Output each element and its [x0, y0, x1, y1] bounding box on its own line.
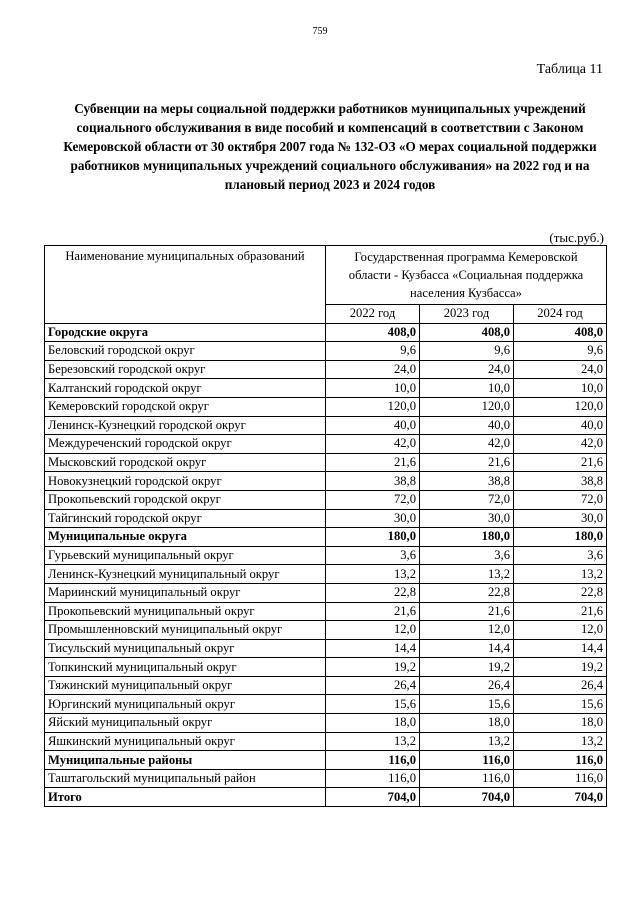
value-2023-cell: 30,0 [420, 509, 514, 528]
value-2023-cell: 14,4 [420, 639, 514, 658]
value-2022-cell: 38,8 [326, 472, 420, 491]
value-2023-cell: 13,2 [420, 565, 514, 584]
value-2022-cell: 12,0 [326, 621, 420, 640]
value-2022-cell: 10,0 [326, 379, 420, 398]
table-row [45, 769, 607, 788]
value-2024-cell: 13,2 [514, 565, 607, 584]
value-2022-cell: 21,6 [326, 453, 420, 472]
table-row [45, 416, 607, 435]
value-2024-cell: 22,8 [514, 583, 607, 602]
value-2024-cell: 21,6 [514, 602, 607, 621]
municipality-name-cell: Муниципальные округа [45, 528, 326, 547]
value-2022-cell: 13,2 [326, 732, 420, 751]
municipality-name-cell: Таштагольский муниципальный район [45, 769, 326, 788]
table-row [45, 695, 607, 714]
municipality-name-cell: Тайгинский городской округ [45, 509, 326, 528]
table-group-row [45, 751, 607, 770]
value-2023-cell: 12,0 [420, 621, 514, 640]
value-2023-cell: 21,6 [420, 602, 514, 621]
value-2022-cell: 19,2 [326, 658, 420, 677]
value-2022-cell: 120,0 [326, 397, 420, 416]
table-row [45, 621, 607, 640]
municipality-name-cell: Промышленновский муниципальный округ [45, 621, 326, 640]
value-2024-cell: 40,0 [514, 416, 607, 435]
document-title: Субвенции на меры социальной поддержки работников муниципальных учреждений социального обслуживания в виде пособий и компенсаций в соответствии с Законом Кемеровской области от 30 октября 2007 года № 132-ОЗ «О мерах социальной поддержки работников муниципальных учреждений социального обслуживания» на 2022 год и на плановый период 2023 и 2024 годов [63, 101, 597, 192]
value-2023-cell: 180,0 [420, 528, 514, 547]
value-2022-cell: 42,0 [326, 435, 420, 454]
value-2022-cell: 180,0 [326, 528, 420, 547]
header-year-2022: 2022 год [326, 305, 420, 324]
municipality-name-cell: Беловский городской округ [45, 342, 326, 361]
value-2024-cell: 3,6 [514, 546, 607, 565]
value-2022-cell: 18,0 [326, 714, 420, 733]
table-row [45, 397, 607, 416]
table-row [45, 342, 607, 361]
municipality-name-cell: Тяжинский муниципальный округ [45, 676, 326, 695]
table-row [45, 435, 607, 454]
value-2024-cell: 30,0 [514, 509, 607, 528]
value-2023-cell: 15,6 [420, 695, 514, 714]
header-program: Государственная программа Кемеровской области - Кузбасса «Социальная поддержка населения Кузбасса» [326, 246, 607, 305]
municipality-name-cell: Юргинский муниципальный округ [45, 695, 326, 714]
value-2024-cell: 120,0 [514, 397, 607, 416]
table-group-row [45, 323, 607, 342]
table-row [45, 676, 607, 695]
value-2023-cell: 24,0 [420, 360, 514, 379]
value-2023-cell: 18,0 [420, 714, 514, 733]
table-row [45, 546, 607, 565]
subvention-table [44, 245, 607, 807]
value-2022-cell: 14,4 [326, 639, 420, 658]
municipality-name-cell: Березовский городской округ [45, 360, 326, 379]
table-row [45, 360, 607, 379]
municipality-name-cell: Городские округа [45, 323, 326, 342]
value-2024-cell: 9,6 [514, 342, 607, 361]
municipality-name-cell: Калтанский городской округ [45, 379, 326, 398]
value-2024-cell: 26,4 [514, 676, 607, 695]
table-row [45, 639, 607, 658]
value-2024-cell: 42,0 [514, 435, 607, 454]
value-2023-cell: 38,8 [420, 472, 514, 491]
table-body [45, 323, 607, 806]
municipality-name-cell: Муниципальные районы [45, 751, 326, 770]
value-2024-cell: 180,0 [514, 528, 607, 547]
value-2023-cell: 3,6 [420, 546, 514, 565]
value-2024-cell: 408,0 [514, 323, 607, 342]
value-2023-cell: 22,8 [420, 583, 514, 602]
value-2023-cell: 116,0 [420, 751, 514, 770]
municipality-name-cell: Кемеровский городской округ [45, 397, 326, 416]
municipality-name-cell: Гурьевский муниципальный округ [45, 546, 326, 565]
municipality-name-cell: Яйский муниципальный округ [45, 714, 326, 733]
municipality-name-cell: Топкинский муниципальный округ [45, 658, 326, 677]
value-2022-cell: 21,6 [326, 602, 420, 621]
value-2022-cell: 408,0 [326, 323, 420, 342]
value-2022-cell: 9,6 [326, 342, 420, 361]
value-2022-cell: 26,4 [326, 676, 420, 695]
value-2023-cell: 116,0 [420, 769, 514, 788]
table-row [45, 379, 607, 398]
value-2024-cell: 72,0 [514, 490, 607, 509]
value-2024-cell: 21,6 [514, 453, 607, 472]
value-2022-cell: 40,0 [326, 416, 420, 435]
value-2024-cell: 24,0 [514, 360, 607, 379]
value-2024-cell: 38,8 [514, 472, 607, 491]
municipality-name-cell: Итого [45, 788, 326, 807]
table-row [45, 490, 607, 509]
value-2024-cell: 14,4 [514, 639, 607, 658]
value-2023-cell: 13,2 [420, 732, 514, 751]
value-2022-cell: 24,0 [326, 360, 420, 379]
value-2022-cell: 13,2 [326, 565, 420, 584]
table-label: Таблица 11 [536, 62, 603, 77]
municipality-name-cell: Мысковский городской округ [45, 453, 326, 472]
value-2022-cell: 30,0 [326, 509, 420, 528]
header-municipality-name: Наименование муниципальных образований [45, 246, 326, 324]
value-2024-cell: 116,0 [514, 751, 607, 770]
municipality-name-cell: Ленинск-Кузнецкий городской округ [45, 416, 326, 435]
value-2022-cell: 116,0 [326, 769, 420, 788]
value-2024-cell: 116,0 [514, 769, 607, 788]
municipality-name-cell: Мариинский муниципальный округ [45, 583, 326, 602]
value-2024-cell: 19,2 [514, 658, 607, 677]
value-2024-cell: 18,0 [514, 714, 607, 733]
table-row [45, 453, 607, 472]
value-2023-cell: 120,0 [420, 397, 514, 416]
header-year-2024: 2024 год [514, 305, 607, 324]
table-row [45, 602, 607, 621]
value-2023-cell: 26,4 [420, 676, 514, 695]
table-row [45, 583, 607, 602]
value-2023-cell: 704,0 [420, 788, 514, 807]
municipality-name-cell: Междуреченский городской округ [45, 435, 326, 454]
value-2023-cell: 19,2 [420, 658, 514, 677]
value-2024-cell: 12,0 [514, 621, 607, 640]
table-group-row [45, 788, 607, 807]
value-2023-cell: 40,0 [420, 416, 514, 435]
table-group-row [45, 528, 607, 547]
municipality-name-cell: Яшкинский муниципальный округ [45, 732, 326, 751]
value-2024-cell: 10,0 [514, 379, 607, 398]
table-row [45, 565, 607, 584]
value-2024-cell: 15,6 [514, 695, 607, 714]
value-2024-cell: 13,2 [514, 732, 607, 751]
municipality-name-cell: Тисульский муниципальный округ [45, 639, 326, 658]
municipality-name-cell: Ленинск-Кузнецкий муниципальный округ [45, 565, 326, 584]
table-row [45, 732, 607, 751]
table-row [45, 658, 607, 677]
value-2022-cell: 3,6 [326, 546, 420, 565]
header-year-2023: 2023 год [420, 305, 514, 324]
value-2022-cell: 116,0 [326, 751, 420, 770]
table-row [45, 714, 607, 733]
page-number: 759 [312, 26, 328, 37]
value-2023-cell: 10,0 [420, 379, 514, 398]
value-2022-cell: 704,0 [326, 788, 420, 807]
table-row [45, 472, 607, 491]
value-2023-cell: 72,0 [420, 490, 514, 509]
value-2024-cell: 704,0 [514, 788, 607, 807]
value-2022-cell: 72,0 [326, 490, 420, 509]
unit-note: (тыс.руб.) [549, 230, 604, 245]
value-2023-cell: 42,0 [420, 435, 514, 454]
value-2023-cell: 9,6 [420, 342, 514, 361]
municipality-name-cell: Новокузнецкий городской округ [45, 472, 326, 491]
value-2022-cell: 22,8 [326, 583, 420, 602]
municipality-name-cell: Прокопьевский городской округ [45, 490, 326, 509]
value-2023-cell: 408,0 [420, 323, 514, 342]
value-2023-cell: 21,6 [420, 453, 514, 472]
table-row [45, 509, 607, 528]
value-2022-cell: 15,6 [326, 695, 420, 714]
municipality-name-cell: Прокопьевский муниципальный округ [45, 602, 326, 621]
